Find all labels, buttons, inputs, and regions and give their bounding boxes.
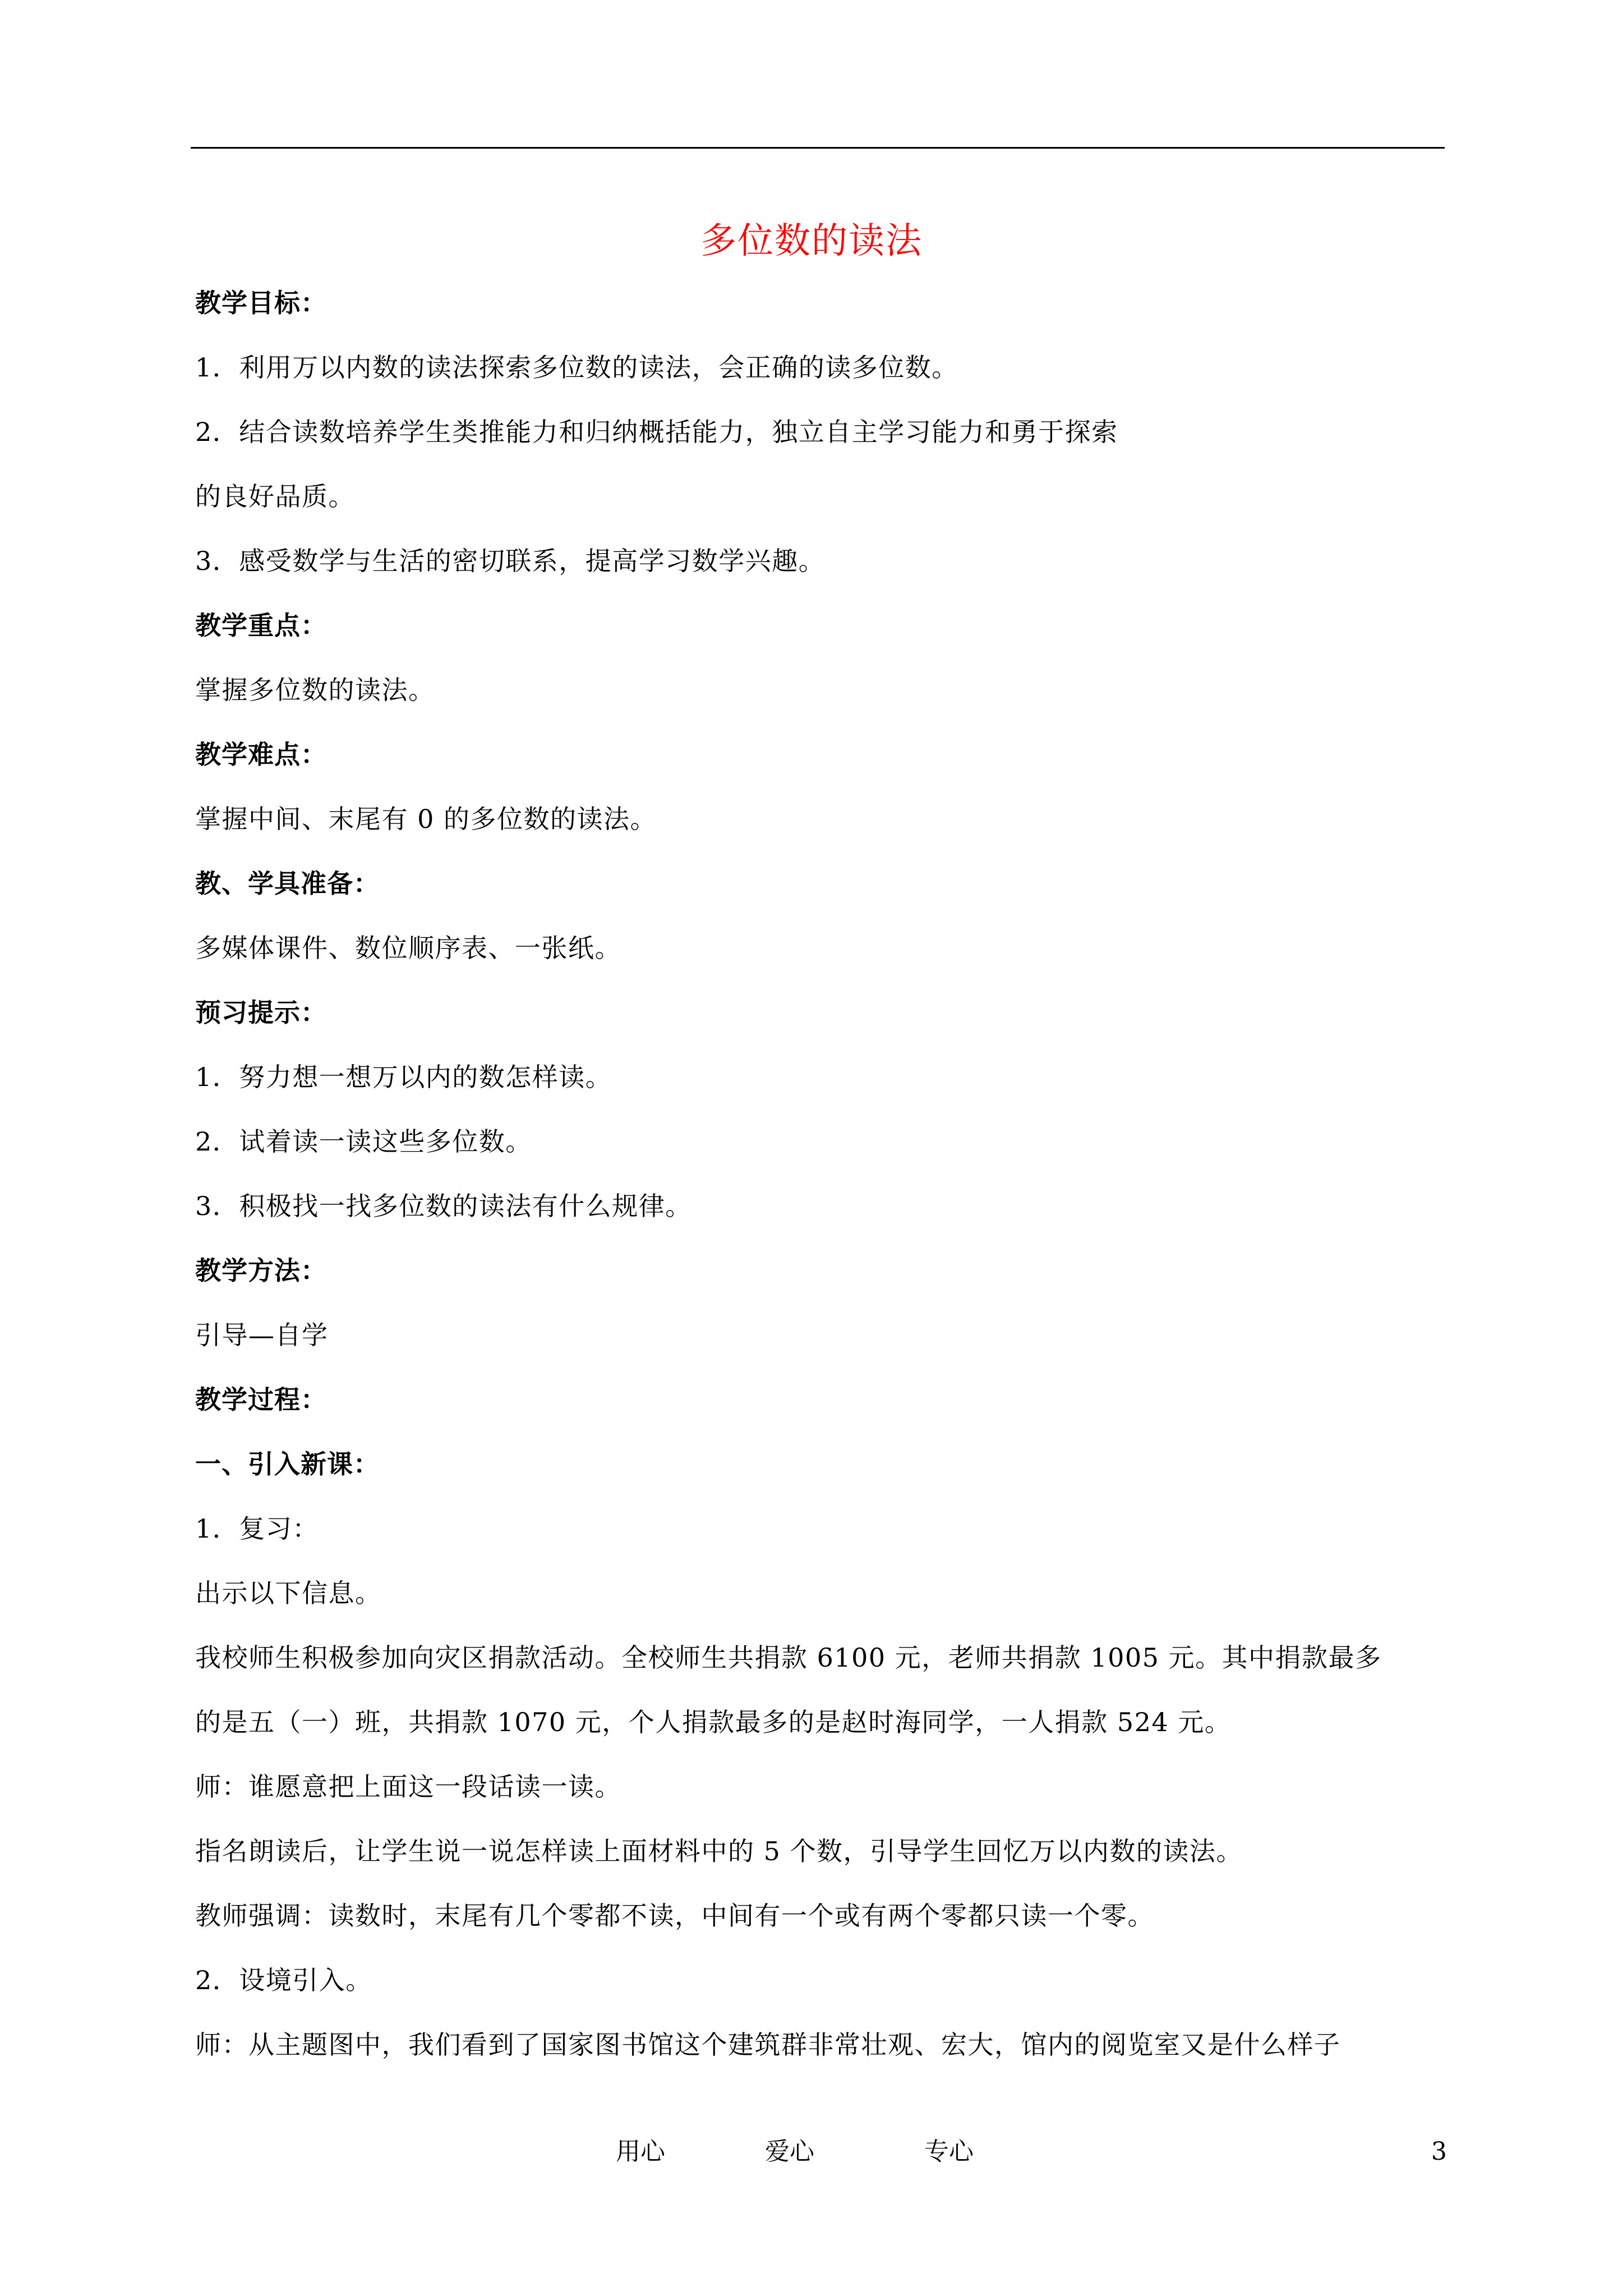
teacher-emphasis: 教师强调：读数时，末尾有几个零都不读，中间有一个或有两个零都只读一个零。 (195, 1901, 1154, 1931)
key-point-text: 掌握多位数的读法。 (195, 675, 435, 705)
donation-paragraph-line-2: 的是五（一）班，共捐款 1070 元，个人捐款最多的是赵时海同学，一人捐款 524 元。 (195, 1707, 1232, 1737)
goal-2: 2．结合读数培养学生类推能力和归纳概括能力，独立自主学习能力和勇于探索 (195, 417, 1118, 447)
scenario-intro-step: 2．设境引入。 (195, 1965, 372, 1995)
heading-teaching-process: 教学过程： (195, 1384, 327, 1415)
preview-tip-2: 2．试着读一读这些多位数。 (195, 1126, 532, 1157)
preview-tip-3: 3．积极找一找多位数的读法有什么规律。 (195, 1191, 692, 1221)
teaching-method-text: 引导—自学 (195, 1320, 329, 1350)
donation-paragraph-line-1: 我校师生积极参加向灾区捐款活动。全校师生共捐款 6100 元，老师共捐款 1005 元。其中捐款最多 (195, 1642, 1382, 1673)
footer-word-1: 用心 (616, 2137, 665, 2166)
heading-teaching-method: 教学方法： (195, 1255, 327, 1286)
footer-word-3: 专心 (924, 2137, 974, 2166)
reading-instruction: 指名朗读后，让学生说一说怎样读上面材料中的 5 个数，引导学生回忆万以内数的读法。 (195, 1836, 1243, 1866)
heading-teaching-goals: 教学目标： (195, 288, 327, 318)
page-footer (0, 2135, 1623, 2169)
heading-key-points: 教学重点： (195, 610, 327, 641)
header-rule (191, 147, 1445, 149)
heading-preview-tips: 预习提示： (195, 997, 327, 1028)
teacher-prompt-1: 师：谁愿意把上面这一段话读一读。 (195, 1772, 621, 1802)
review-step: 1．复习： (195, 1513, 319, 1544)
goal-3: 3．感受数学与生活的密切联系，提高学习数学兴趣。 (195, 546, 826, 576)
teacher-prompt-2: 师：从主题图中，我们看到了国家图书馆这个建筑群非常壮观、宏大，馆内的阅览室又是什么样子 (195, 2030, 1341, 2060)
goal-2-continued: 的良好品质。 (195, 481, 355, 512)
heading-difficulties: 教学难点： (195, 739, 327, 770)
footer-word-2: 爱心 (765, 2137, 814, 2166)
heading-materials: 教、学具准备： (195, 868, 380, 899)
difficulty-text: 掌握中间、末尾有 0 的多位数的读法。 (195, 804, 657, 834)
show-info-text: 出示以下信息。 (195, 1578, 382, 1608)
preview-tip-1: 1．努力想一想万以内的数怎样读。 (195, 1062, 612, 1092)
heading-introduce-lesson: 一、引入新课： (195, 1449, 380, 1479)
goal-1: 1．利用万以内数的读法探索多位数的读法，会正确的读多位数。 (195, 352, 958, 383)
page-number: 3 (1431, 2137, 1447, 2166)
document-title: 多位数的读法 (700, 220, 923, 262)
document-body (195, 286, 1447, 2092)
materials-text: 多媒体课件、数位顺序表、一张纸。 (195, 933, 621, 963)
